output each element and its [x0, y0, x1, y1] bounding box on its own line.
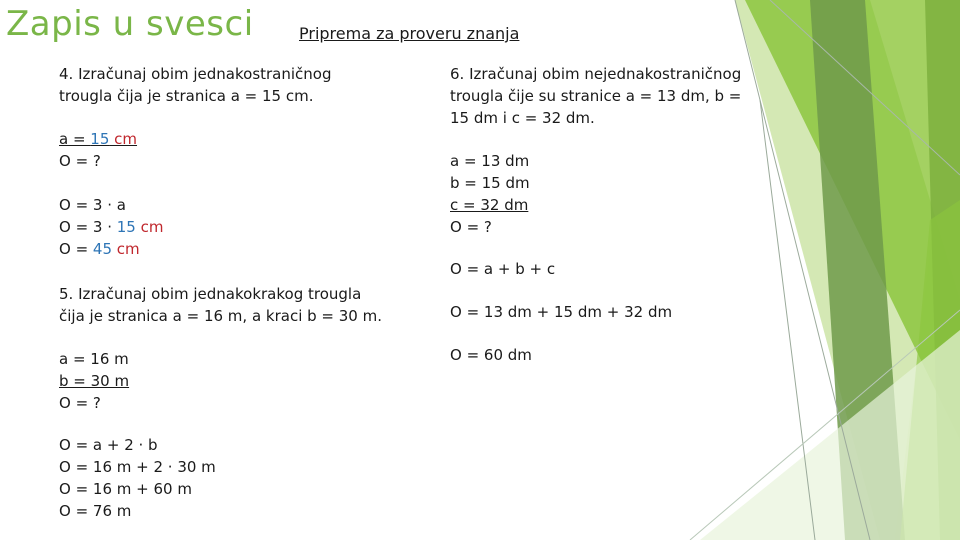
- task4-result-value: 45: [92, 240, 113, 258]
- task4-step-prefix: O = 3 ·: [59, 218, 117, 236]
- task4-given-a-value: 15: [90, 130, 110, 148]
- task4-question: [59, 63, 332, 107]
- slide-title: Zapis u svesci: [6, 4, 254, 44]
- task5-solution-line: O = a + 2 · b: [59, 436, 158, 454]
- task4-solution: [59, 194, 164, 260]
- task4-given-a-unit: cm: [109, 130, 138, 148]
- task4-question-line: 4. Izračunaj obim jednakostraničnog: [59, 65, 332, 83]
- slide-subtitle: Priprema za proveru znanja: [299, 24, 520, 43]
- task4-given-a: [59, 128, 137, 150]
- task5-question-line: 5. Izračunaj obim jednakokrakog trougla: [59, 285, 362, 303]
- task6-result: O = 60 dm: [450, 346, 532, 364]
- task4-formula: O = 3 · a: [59, 196, 126, 214]
- task4-given-a-prefix: a =: [59, 130, 91, 148]
- task4-step-unit: cm: [135, 218, 164, 236]
- task6-given-line: a = 13 dm: [450, 152, 530, 170]
- task5-given: [59, 348, 129, 414]
- task5-question-line: čija je stranica a = 16 m, a kraci b = 30 m.: [59, 307, 382, 325]
- task6-question-line: 6. Izračunaj obim nejednakostraničnog: [450, 65, 742, 83]
- task4-question-line: trougla čija je stranica a = 15 cm.: [59, 87, 314, 105]
- task4-step: [59, 216, 164, 238]
- task5-question: [59, 283, 382, 327]
- task6-step: O = 13 dm + 15 dm + 32 dm: [450, 303, 673, 321]
- task4-given-o: O = ?: [59, 152, 101, 170]
- task6-question-line: 15 dm i c = 32 dm.: [450, 109, 595, 127]
- task6-formula: O = a + b + c: [450, 260, 556, 278]
- task5-given-line: O = ?: [59, 394, 101, 412]
- task6-given-line: b = 15 dm: [450, 174, 530, 192]
- task6-given-line: O = ?: [450, 218, 492, 236]
- task5-solution-line: O = 76 m: [59, 502, 132, 520]
- task5-solution: [59, 434, 216, 522]
- task6-given: [450, 150, 530, 238]
- task4-step-value: 15: [116, 218, 136, 236]
- deco-shape-light-3: [700, 330, 960, 540]
- task5-solution-line: O = 16 m + 2 · 30 m: [59, 458, 216, 476]
- task4-result-unit: cm: [112, 240, 140, 258]
- task6-given-line: c = 32 dm: [450, 196, 529, 214]
- task5-given-line: a = 16 m: [59, 350, 129, 368]
- task5-given-line: b = 30 m: [59, 372, 130, 390]
- task4-result: [59, 238, 164, 260]
- task6-question: [450, 63, 741, 129]
- task6-question-line: trougla čije su stranice a = 13 dm, b =: [450, 87, 742, 105]
- task4-given: [59, 128, 137, 172]
- task5-solution-line: O = 16 m + 60 m: [59, 480, 192, 498]
- task4-result-prefix: O =: [59, 240, 93, 258]
